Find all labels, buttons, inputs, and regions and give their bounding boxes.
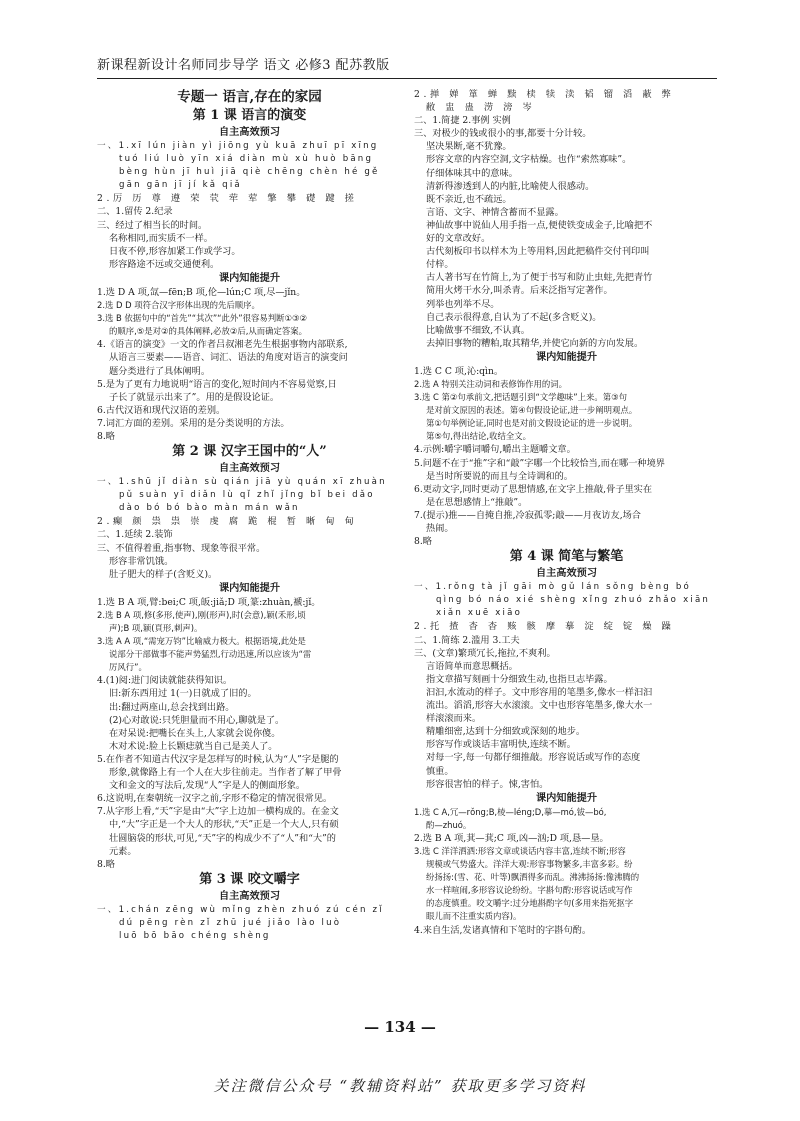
answer-line: 名称相同,而实质不一样。 bbox=[109, 232, 213, 244]
answer-line: 厉风行”。 bbox=[109, 662, 147, 673]
answer-line: 眼儿而不注重实质内容)。 bbox=[426, 911, 522, 922]
answer-line: 的态度慎重。咬文嚼字:过分地斟酌字句(多用来指死抠字 bbox=[426, 898, 634, 909]
answer-line: 肚子肥大的样子(含贬义)。 bbox=[109, 568, 218, 580]
lesson2-section-b: 课内知能提升 bbox=[218, 581, 281, 594]
answer-line: 1.选 C A,冗—rǒng;B,棱—léng;D,摹—mó,钹—bó, bbox=[414, 806, 607, 817]
answer-line: 2.选 B A 项,萁—萁;C 项,凶—汹;D 项,恳—垦。 bbox=[414, 832, 609, 844]
answer-line: 纷扬扬:(雪、花、叶等)飘洒得多而乱。沸沸扬扬:像沸腾的 bbox=[426, 872, 640, 883]
answer-line: 酌—zhuó。 bbox=[426, 819, 472, 830]
pinyin-line: gān gān jī jí kǎ qiǎ bbox=[119, 180, 242, 191]
answer-line: 言语、文字、神情含蓄而不显露。 bbox=[426, 206, 564, 218]
answer-line: 二、1.延续 2.装饰 bbox=[97, 529, 173, 541]
pinyin-line: dào bó bó bào màn mán wǎn bbox=[119, 503, 300, 514]
answer-line: 5.问题不在于“推”字和“敲”字哪一个比较恰当,而在哪一种境界 bbox=[414, 457, 665, 469]
answer-line: 对每一字,每一句都仔细推敲。形容说话或写作的态度 bbox=[426, 752, 641, 764]
answer-line: 自己表示很得意,自认为了不起(多含贬义)。 bbox=[426, 311, 602, 323]
answer-line: 精雕细密,达到十分细致或深刻的地步。 bbox=[426, 726, 586, 738]
answer-line: 2.癫 颜 祟 祟 崇 虔 腐 跪 棍 暂 晰 甸 甸 bbox=[97, 516, 358, 528]
answer-line: 文和金文的写法后,发现“人”字是人的侧面形象。 bbox=[109, 780, 306, 792]
lesson3-title: 第 3 课 咬文嚼字 bbox=[199, 871, 300, 887]
pinyin-line: pǔ suàn yī diǎn lù qǐ zhǐ jǐng bǐ bei dǎo bbox=[119, 490, 375, 501]
answer-line: 样滚滚而来。 bbox=[426, 713, 482, 725]
answer-line: 简用火烤干水分,叫杀青。后来泛指写定著作。 bbox=[426, 285, 613, 297]
answer-line: 日夜不停,形容加紧工作或学习。 bbox=[109, 245, 241, 257]
left-column bbox=[97, 88, 402, 943]
answer-line: 2.选 A 特别关注动词和表修饰作用的词。 bbox=[414, 378, 568, 389]
answer-line: 是在思想感情上“推敲”。 bbox=[426, 496, 528, 508]
answer-line: 二、1.简捷 2.事例 实例 bbox=[414, 115, 511, 127]
answer-line: 慎重。 bbox=[426, 765, 454, 777]
answer-line: 古代刻板印书以样木为上等用料,因此把稿件交付刊印叫 bbox=[426, 246, 650, 258]
lesson4-section-b: 课内知能提升 bbox=[535, 791, 598, 804]
answer-line: 三、经过了相当长的时间。 bbox=[97, 219, 208, 231]
answer-line: 1.选 D A 项,氙—fēn;B 项,伦—lún;C 项,尽—jǐn。 bbox=[97, 286, 306, 298]
answer-line: 指文章描写刻画十分细致生动,也指旦志毕露。 bbox=[426, 673, 613, 685]
answer-line: 形容很害怕的样子。悚,害怕。 bbox=[426, 778, 549, 790]
answer-line: 8.略 bbox=[414, 536, 432, 548]
answer-line: 热闹。 bbox=[426, 523, 454, 534]
answer-line: 7.(提示)推——自掩自推,冷寂孤零;敲——月夜访友,场合 bbox=[414, 509, 641, 521]
pinyin-line: 一、1.xī lún jiàn yì jiōng yù kuā zhuī pī xīng bbox=[97, 141, 379, 151]
lesson4-section-a: 自主高效预习 bbox=[535, 567, 598, 580]
answer-line: 出:翻过两座山,总会找到出路。 bbox=[109, 701, 235, 713]
answer-line: 比喻做事不细致,不认真。 bbox=[426, 324, 530, 336]
answer-line: 流出。滔滔,形容大水滚滚。文中也形容笔墨多,像大水一 bbox=[426, 700, 653, 712]
lesson2-title: 第 2 课 汉字王国中的“人” bbox=[172, 444, 327, 460]
lesson2-section-a: 自主高效预习 bbox=[218, 462, 281, 475]
pinyin-line: luō bō bāo chéng shèng bbox=[119, 930, 271, 941]
answer-line: 付梓。 bbox=[426, 259, 454, 271]
answer-line: 2.选 D D 项符合汉字形体出现的先后顺序。 bbox=[97, 300, 260, 311]
answer-line: 4.来自生活,发诸真情和下笔时的字斟句酌。 bbox=[414, 924, 592, 936]
answer-line: 元素。 bbox=[109, 845, 137, 857]
lesson1-title: 第 1 课 语言的演变 bbox=[192, 108, 307, 123]
answer-line: 声);B 项,颖(頁形,刺声)。 bbox=[109, 623, 203, 633]
answer-line: 中,“大”字正是一个大人的形状,“天”正是一个大人,只有硕 bbox=[109, 819, 339, 831]
lesson3-section-a: 自主高效预习 bbox=[218, 889, 281, 902]
answer-line: 水一样喧闹,多形容议论纷纷。字斟句酌:形容说话或写作 bbox=[426, 885, 633, 896]
answer-line: 形象,就像路上有一个人在大步往前走。当作者了解了甲骨 bbox=[109, 767, 342, 779]
answer-line: 清新得渗透到人的内脏,比喻使人很感动。 bbox=[426, 180, 595, 192]
pinyin-line: qìng bó náo xié shèng xǐng zhuó zhǎo xiān bbox=[436, 595, 711, 606]
answer-line: 3.选 C 洋洋洒洒:形容文章或谈话内容丰富,连续不断;形容 bbox=[414, 845, 626, 856]
pinyin-line: dú pēng rèn zǐ zhū jué jiǎo lào luò bbox=[119, 917, 342, 928]
pinyin-line: 一、1.shū jǐ diàn sù qián jiā yù quán xī zhuàn bbox=[97, 477, 387, 488]
answer-line: 2.托 揸 杳 杳 赅 骸 摩 摹 淀 绽 锭 燥 躁 bbox=[414, 621, 675, 633]
answer-line: 5.在作者不知道古代汉字是怎样写的时候,认为“人”字是腿的 bbox=[97, 753, 339, 765]
answer-line: 4.示例:嚼字嚼词嚼句,嚼出主题嚼文章。 bbox=[414, 444, 576, 456]
answer-line: 二、1.留传 2.纪录 bbox=[97, 206, 173, 218]
answer-line: 1.选 C C 项,沁:qìn。 bbox=[414, 365, 504, 377]
answer-line: 8.略 bbox=[97, 858, 115, 870]
answer-line: 三、不值得着重,指事物、现象等很平常。 bbox=[97, 542, 266, 554]
answer-line: 敝 盅 蛊 涝 滂 岑 bbox=[426, 102, 536, 114]
answer-line: 言语简单而意思概括。 bbox=[426, 660, 518, 672]
answer-line: 旧:新东西用过 1(一)日就成了旧的。 bbox=[109, 688, 257, 700]
answer-line: 4.(1)阅:进门阅读就能获得知识。 bbox=[97, 675, 233, 687]
answer-line: 第①句举例论证,同时也是对前文假设论证的进一步说明。 bbox=[426, 418, 638, 429]
chapter-title: 专题一 语言,存在的家园 bbox=[177, 89, 322, 105]
answer-line: 8.略 bbox=[97, 430, 115, 442]
answer-line: 仔细体味其中的意味。 bbox=[426, 167, 518, 179]
answer-line: 三、(文章)繁琐冗长,拖拉,不爽利。 bbox=[414, 647, 556, 659]
answer-line: 规模或气势盛大。洋洋大观:形容事物繁多,丰富多彩。纷 bbox=[426, 859, 633, 870]
answer-line: 形容路途不远或交通便利。 bbox=[109, 258, 220, 270]
lesson3-section-b: 课内知能提升 bbox=[535, 350, 598, 363]
answer-line: 既不亲近,也不疏远。 bbox=[426, 193, 512, 205]
page-number: — 134 — bbox=[364, 1018, 436, 1036]
lesson4-title: 第 4 课 简笔与繁笔 bbox=[509, 549, 624, 565]
pinyin-line: 一、1.chán zēng wù mǐng zhèn zhuó zú cén zǐ bbox=[97, 904, 384, 915]
answer-line: 好的文章改好。 bbox=[426, 233, 491, 245]
footer-note: 关注微信公众号 “教辅资料站” 获取更多学习资料 bbox=[213, 1077, 587, 1095]
lesson1-section-a: 自主高效预习 bbox=[218, 126, 281, 138]
answer-line: 3.选 B 依据句中的“首先”“其次”“此外”很容易判断①③② bbox=[97, 313, 307, 324]
answer-line: 2.厉 历 尊 遵 荣 茕 荦 荤 擎 攀 礎 踺 搓 bbox=[97, 193, 358, 205]
answer-line: 6.古代汉语和现代汉语的差别。 bbox=[97, 404, 226, 416]
answer-line: 7.词汇方面的差别。采用的是分类说明的方法。 bbox=[97, 417, 290, 429]
pinyin-line: 一、1.rǒng tà jǐ gāi mò gǔ lán sǒng bèng bó bbox=[414, 582, 692, 593]
pinyin-line: xiǎn xuē xiāo bbox=[436, 608, 523, 619]
answer-line: 子长了就显示出来了”。用的是假设论证。 bbox=[109, 391, 280, 403]
answer-line: 2.选 B A 项,修(多形,使声),刚(形声),时(会意),颖(禾形,顷 bbox=[97, 609, 306, 620]
answer-line: 说部分干部做事不能声势猛烈,行动迅速,所以应该为“雷 bbox=[109, 649, 312, 660]
answer-line: 的顺序,⑤是对②的具体阐释,必放②后,从而确定答案。 bbox=[109, 326, 308, 337]
answer-line: 形容写作或谈话丰富明快,连续不断。 bbox=[426, 739, 576, 751]
answer-line: 题分类进行了具体阐明。 bbox=[109, 365, 211, 377]
answer-line: 4.《语言的演变》一文的作者吕叔湘老先生根据事物内部联系, bbox=[97, 339, 348, 351]
answer-line: 3.选 C 第②句承前文,把话题引到“文学趣味”上来。第③句 bbox=[414, 392, 628, 403]
answer-line: 6.这说明,在秦朝统一汉字之前,字形不稳定的情况很常见。 bbox=[97, 793, 333, 805]
answer-line: 二、1.简练 2.滥用 3.工夫 bbox=[414, 634, 520, 646]
right-column bbox=[414, 88, 719, 937]
answer-line: 1.选 B A 项,臂:bei;C 项,皈:jiǎ;D 项,篆:zhuàn,褫:jǐ。 bbox=[97, 596, 321, 608]
answer-line: 形容非常饥饿。 bbox=[109, 555, 174, 567]
answer-line: 5.是为了更有力地说明“语言的变化,短时间内不容易觉察,日 bbox=[97, 378, 337, 390]
answer-line: 列举也列举不尽。 bbox=[426, 298, 500, 310]
answer-line: 三、对极少的钱或很小的事,都要十分计较。 bbox=[414, 128, 592, 140]
answer-line: 古人著书写在竹简上,为了便于书写和防止虫蛀,先把青竹 bbox=[426, 272, 653, 284]
answer-line: 神仙故事中说仙人用手指一点,便使铁变成金子,比喻把不 bbox=[426, 219, 653, 231]
answer-line: 形容文章的内容空洞,文字枯燥。也作“索然寡味”。 bbox=[426, 154, 632, 166]
answer-line: 3.选 A A 项,“需宠万钧”比喻威力极大。根据语境,此处是 bbox=[97, 636, 306, 647]
answer-line: 汩汩,水流动的样子。文中形容用的笔墨多,像水一样汩汩 bbox=[426, 686, 653, 698]
answer-line: 在对呆说:把嘴长在头上,人家就会说你傻。 bbox=[109, 727, 281, 739]
page-header: 新课程新设计名师同步导学 语文 必修3 配苏教版 bbox=[97, 54, 717, 79]
answer-line: 是当时所要说的而且与全诗调和的。 bbox=[426, 470, 573, 482]
lesson1-section-b: 课内知能提升 bbox=[218, 271, 281, 284]
pinyin-line: bèng hùn jī huì jiā qiè chēng chèn hé gě bbox=[119, 167, 380, 178]
answer-line: 7.从字形上看,“天”字是由“大”字上边加一横构成的。在金文 bbox=[97, 806, 339, 818]
answer-line: 木对术说:脸上长颗痣就当自己是美人了。 bbox=[109, 740, 278, 752]
answer-line: 坚决果断,毫不犹豫。 bbox=[426, 141, 512, 153]
answer-line: 去掉旧事物的糟粕,取其精华,并使它向新的方向发展。 bbox=[426, 337, 644, 349]
answer-line: (2)心对敢说:只凭胆量而不用心,聊就是了。 bbox=[109, 714, 285, 726]
answer-line: 第⑤句,得出结论,收结全文。 bbox=[426, 431, 531, 442]
answer-line: 2.掸 婵 箪 蝉 黩 椟 犊 渎 韬 镏 滔 蔽 弊 bbox=[414, 89, 675, 100]
answer-line: 从语言三要素——语音、词汇、语法的角度对语言的演变问 bbox=[109, 352, 348, 364]
answer-line: 6.更动文字,同时更动了思想情感,在文字上推敲,骨子里实在 bbox=[414, 483, 653, 495]
answer-line: 壮圆脑袋的形状,可见,“天”字的构成少不了“人”和“大”的 bbox=[109, 832, 336, 844]
pinyin-line: tuó liú luò yīn xiá diàn mù xù huò bāng bbox=[119, 154, 374, 165]
answer-line: 是对前文原因的表述。第④句假设论证,进一步阐明观点。 bbox=[426, 405, 638, 416]
